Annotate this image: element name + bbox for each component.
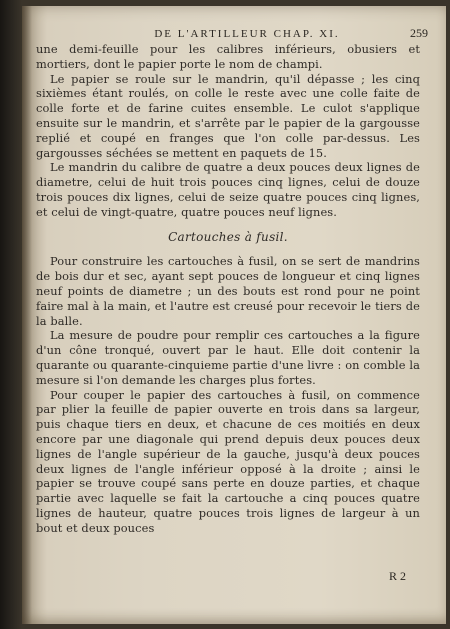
- paragraph-mesure-poudre: La mesure de poudre pour remplir ces cartouches a la figure d'un cône tronqué, ouvert par le haut. Elle doit contenir la quarante ou quarante-cinquieme partie d'une livre : on comble la mesure si l'on demande les charges plus fortes.: [36, 328, 420, 387]
- paragraph-couper-papier: Pour couper le papier des cartouches à fusil, on commence par plier la feuille de papier ouverte en trois dans sa largeur, puis chaque tiers en deux, et chacune de ces moitiés en deux encore par une diagonale qui prend depuis deux pouces deux lignes de l'angle supérieur de la gauche, jusqu'à deux pouces deux lignes de l'angle inférieur opposé à la droite ; ainsi le papier se trouve coupé sans perte en douze parties, et chaque partie avec laquelle se fait la cartouche a cinq pouces quatre lignes de hauteur, quatre pouces trois lignes de largeur à un bout et deux pouces: [36, 387, 420, 535]
- paragraph-cartouches-construction: Pour construire les cartouches à fusil, on se sert de mandrins de bois dur et sec, ayant sept pouces de longueur et cinq lignes neuf points de diametre ; un des bouts est rond pour ne point faire mal à la main, et l'autre est creusé pour recevoir le tiers de la balle.: [36, 254, 420, 328]
- book-page: [22, 6, 446, 624]
- signature-mark: R 2: [388, 569, 406, 583]
- paragraph-mandrin-rolling: Le papier se roule sur le mandrin, qu'il dépasse ; les cinq sixièmes étant roulés, on colle le reste avec une colle faite de colle forte et de farine cuites ensemble. Le culot s'applique ensuite sur le mandrin, et s'arrête par le papier de la gargousse replié et coupé en franges que l'on colle par-dessus. Les gargousses séchées se mettent en paquets de 15.: [36, 71, 420, 160]
- paragraph-continuation: une demi-feuille pour les calibres inférieurs, obusiers et mortiers, dont le papier porte le nom de champi.: [36, 42, 420, 71]
- section-title: Cartouches à fusil.: [168, 229, 288, 244]
- paragraph-mandrin-calibres: Le mandrin du calibre de quatre a deux pouces deux lignes de diametre, celui de huit trois pouces cinq lignes, celui de douze trois pouces dix lignes, celui de seize quatre pouces cinq lignes, et celui de vingt-quatre, quatre pouces neuf lignes.: [36, 160, 420, 219]
- page-body: [36, 42, 420, 536]
- spine-shadow: [22, 6, 32, 624]
- running-header: DE L'ARTILLEUR CHAP. XI.: [154, 28, 340, 40]
- page-number: 259: [410, 26, 428, 40]
